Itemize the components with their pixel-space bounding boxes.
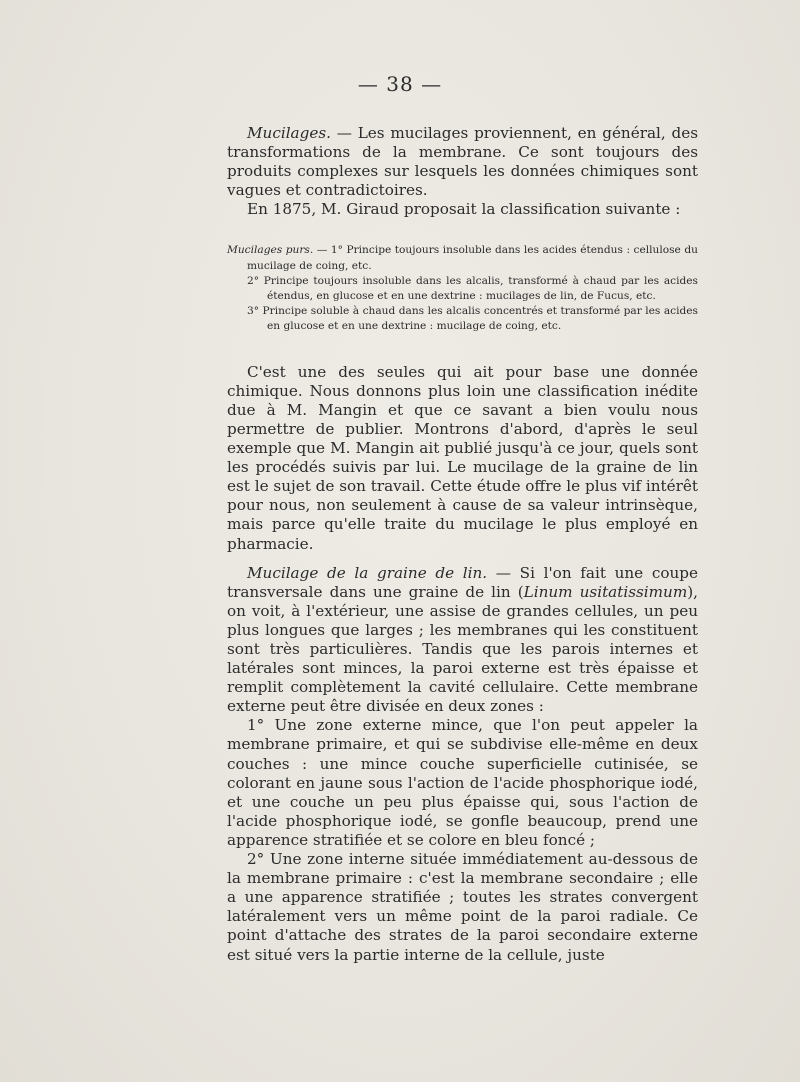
classification-item-1: [227, 243, 698, 273]
body-text: [227, 124, 698, 965]
paragraph-graine-de-lin: [227, 564, 698, 717]
paragraph-lead: Mucilages.: [247, 124, 331, 142]
classification-item-2: 2° Principe toujours insoluble dans les alcalis, transformé à chaud par les acides étendus, en glucose et en une dextrine : mucilages de lin, de Fucus, etc.: [247, 274, 698, 303]
paragraph-mucilages: [227, 124, 698, 200]
paragraph-giraud: En 1875, M. Giraud proposait la classification suivante :: [247, 200, 681, 219]
classification-item-3: 3° Principe soluble à chaud dans les alcalis concentrés et transformé par les acides en glucose et en une dextrine : mucilage de coing, etc.: [247, 305, 698, 333]
paragraph-text: — Les mucilages proviennent, en général, des transformations de la membrane. Ce sont toujours des produits complexes sur lesquels les données chimiques sont vagues et contradictoires.: [227, 124, 698, 200]
page-number: — 38 —: [357, 72, 443, 96]
classification-list: [227, 243, 698, 334]
paragraph-zone-interne: 2° Une zone interne située immédiatement au-dessous de la membrane primaire : c'est la membrane secondaire ; elle a une apparence stratifiée ; toutes les strates convergent latéralement vers un même point de la paroi radiale. Ce point d'attache des strates de la paroi secondaire externe est situé vers la partie interne de la cellule, juste: [227, 850, 698, 964]
paragraph-text: ), on voit, à l'extérieur, une assise de grandes cellules, un peu plus longues que larges ; les membranes qui les constituent sont très particulières. Tandis que les parois internes et latérales sont minces, la paroi externe est très épaisse et remplit complètement la cavité cellulaire. Cette membrane externe peut être divisée en deux zones :: [227, 582, 698, 716]
classification-text: — 1° Principe toujours insoluble dans les acides étendus : cellulose du mucilage de coing, etc.: [247, 244, 698, 272]
classification-lead: Mucilages purs.: [227, 244, 314, 257]
paragraph-zone-externe: 1° Une zone externe mince, que l'on peut appeler la membrane primaire, et qui se subdivise elle-même en deux couches : une mince couche superficielle cutinisée, se colorant en jaune sous l'action de l'acide phosphorique iodé, et une couche un peu plus épaisse qui, sous l'action de l'acide phosphorique iodé, se gonfle beaucoup, prend une apparence stratifiée et se colore en bleu foncé ;: [227, 716, 698, 849]
species-name: Linum usitatissimum: [523, 582, 688, 601]
paragraph-lead: Mucilage de la graine de lin.: [247, 563, 488, 582]
paragraph-mangin: C'est une des seules qui ait pour base une donnée chimique. Nous donnons plus loin une classification inédite due à M. Mangin et que ce savant a bien voulu nous permettre de publier. Montrons d'abord, d'après le seul exemple que M. Mangin ait publié jusqu'à ce jour, quels sont les procédés suivis par lui. Le mucilage de la graine de lin est le sujet de son travail. Cette étude offre le plus vif intérêt pour nous, non seulement à cause de sa valeur intrinsèque, mais parce qu'elle traite du mucilage le plus employé en pharmacie.: [227, 362, 698, 553]
paragraph-text: — Si l'on fait une coupe transversale dans une graine de lin (: [227, 563, 699, 601]
